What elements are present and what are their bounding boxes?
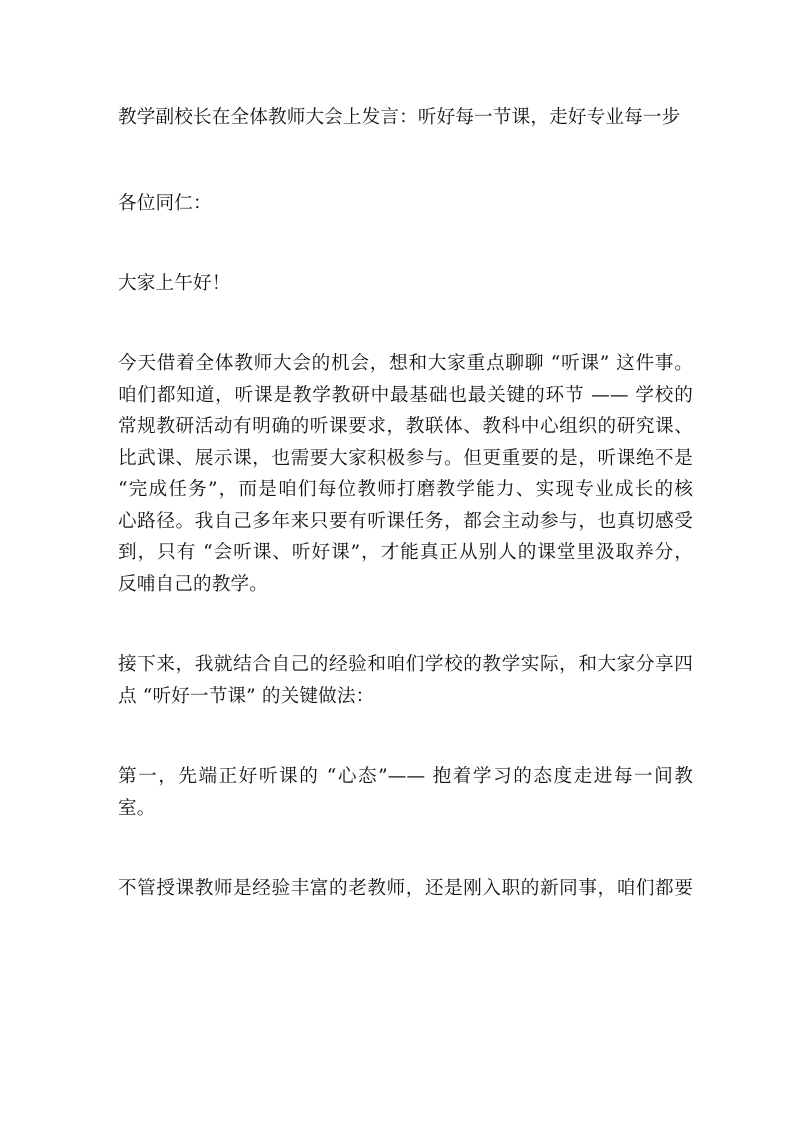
paragraph-3-line-2: 室。 xyxy=(118,798,156,819)
paragraph-3-line-1: 第一，先端正好听课的 “心态”—— 抱着学习的态度走进每一间教 xyxy=(118,766,693,787)
paragraph-1-line-5: “完成任务”，而是咱们每位教师打磨教学能力、实现专业成长的核 xyxy=(118,479,693,500)
document-title: 教学副校长在全体教师大会上发言：听好每一节课，走好专业每一步 xyxy=(118,107,681,128)
paragraph-2-line-1: 接下来，我就结合自己的经验和咱们学校的教学实际，和大家分享四 xyxy=(118,654,693,675)
paragraph-2-line-2: 点 “听好一节课” 的关键做法： xyxy=(118,686,375,707)
greeting: 大家上午好！ xyxy=(118,273,231,294)
paragraph-1-line-2: 咱们都知道，听课是教学教研中最基础也最关键的环节 —— 学校的 xyxy=(118,385,693,406)
paragraph-4-line-1: 不管授课教师是经验丰富的老教师，还是刚入职的新同事，咱们都要 xyxy=(118,878,693,899)
paragraph-1-line-4: 比武课、展示课，也需要大家积极参与。但更重要的是，听课绝不是 xyxy=(118,448,693,469)
paragraph-1-line-7: 到，只有 “会听课、听好课”，才能真正从别人的课堂里汲取养分， xyxy=(118,542,693,563)
salutation: 各位同仁： xyxy=(118,193,212,214)
paragraph-1-line-8: 反哺自己的教学。 xyxy=(118,574,268,595)
paragraph-1-line-1: 今天借着全体教师大会的机会，想和大家重点聊聊 “听课” 这件事。 xyxy=(118,353,693,374)
paragraph-1-line-3: 常规教研活动有明确的听课要求，教联体、教科中心组织的研究课、 xyxy=(118,416,693,437)
paragraph-1-line-6: 心路径。我自己多年来只要有听课任务，都会主动参与，也真切感受 xyxy=(118,511,693,532)
